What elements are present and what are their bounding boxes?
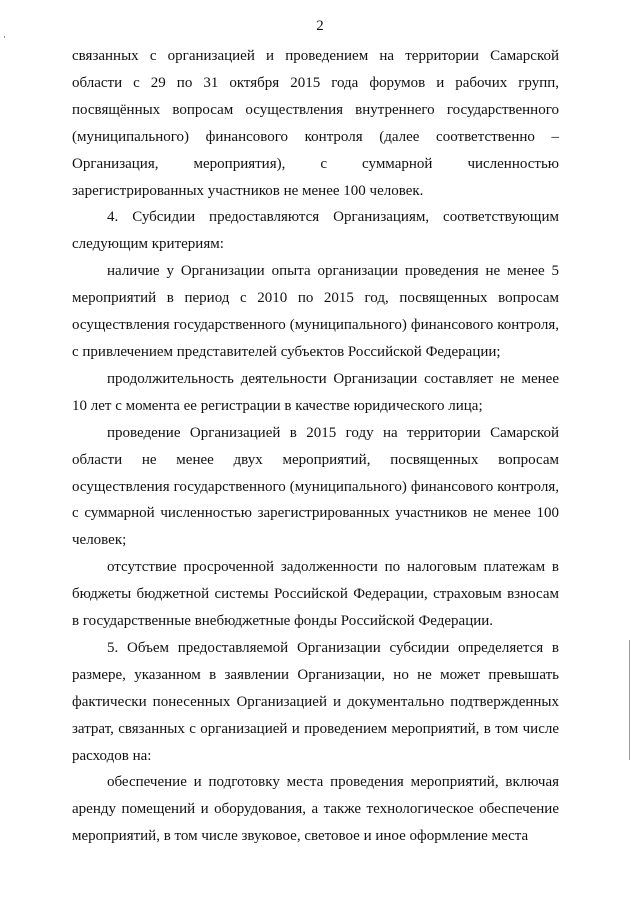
paragraph-criterion-no-debt: отсутствие просроченной задолженности по налоговым платежам в бюджеты бюджетной системы Российской Федерации, страховым взносам в государственные внебюджетные фонды Российской Федерации. xyxy=(72,559,559,630)
paragraph-criterion-events-2015: проведение Организацией в 2015 году на территории Самарской области не менее двух мероприятий, посвященных вопросам осуществления государственного (муниципального) финансового контроля, с суммарной численностью зарегистрированных участников не менее 100 человек; xyxy=(72,424,559,549)
paragraph-criterion-duration: продолжительность деятельности Организации составляет не менее 10 лет с момента ее регистрации в качестве юридического лица; xyxy=(72,370,559,414)
paragraph-item-5: 5. Объем предоставляемой Организации субсидии определяется в размере, указанном в заявлении Организации, но не может превышать фактически понесенных Организацией и документально подтвержденных затрат, связанных с организацией и проведением мероприятий, в том числе расходов на: xyxy=(72,639,559,764)
scan-mark-left xyxy=(4,36,5,38)
document-body xyxy=(72,43,559,850)
paragraph-criterion-experience: наличие у Организации опыта организации проведения не менее 5 мероприятий в период с 2010 по 2015 год, посвященных вопросам осуществления государственного (муниципального) финансового контроля, с привлечением представителей субъектов Российской Федерации; xyxy=(72,263,559,360)
paragraph-expenses-venue: обеспечение и подготовку места проведения мероприятий, включая аренду помещений и оборудования, а также технологическое обеспечение мероприятий, в том числе звуковое, световое и иное оформление места xyxy=(72,774,559,845)
paragraph-item-4: 4. Субсидии предоставляются Организациям, соответствующим следующим критериям: xyxy=(72,209,559,253)
paragraph-continuation: связанных с организацией и проведением на территории Самарской области с 29 по 31 октября 2015 года форумов и рабочих групп, посвящённых вопросам осуществления внутреннего государственного (муниципального) финансового контроля (далее соответственно – Организация, мероприятия), с суммарной численностью зарегистрированных участников не менее 100 человек. xyxy=(72,48,559,199)
page-number: 2 xyxy=(316,18,324,34)
scan-mark-right xyxy=(629,640,630,760)
